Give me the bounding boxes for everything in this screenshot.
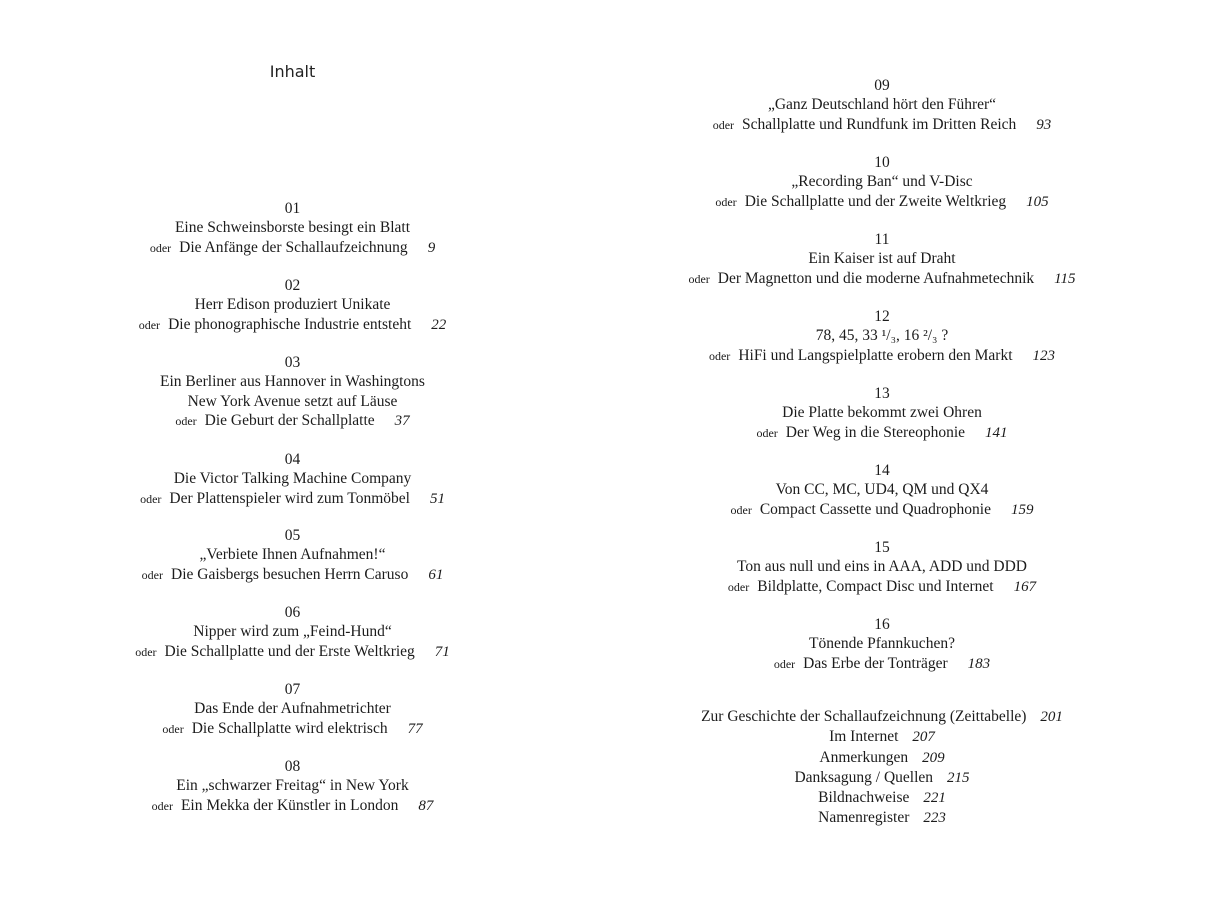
oder-connector: oder [727,579,750,594]
backmatter-label: Im Internet [829,728,899,746]
chapter-number: 13 [874,385,890,402]
toc-entry [607,230,1157,289]
oder-connector: oder [708,348,731,363]
chapter-subtitle: Die Gaisbergs besuchen Herrn Caruso [171,565,409,583]
toc-entry [607,307,1157,366]
page-number: 141 [985,424,1008,441]
backmatter-list [607,707,1157,829]
oder-connector: oder [151,798,173,813]
chapter-number: 12 [874,308,890,325]
chapter-subtitle-line [0,489,585,509]
chapter-subtitle-line [607,423,1157,443]
chapter-number: 14 [874,462,890,479]
chapter-subtitle: Der Weg in die Stereophonie [785,423,966,441]
chapter-number: 09 [874,77,890,94]
oder-connector: oder [135,644,157,659]
backmatter-item [607,727,1157,747]
page-number: 22 [431,316,447,333]
page-number: 9 [427,239,436,256]
chapter-subtitle-line [607,269,1157,289]
chapter-subtitle: Compact Cassette und Quadrophonie [759,500,991,518]
chapter-title: Ton aus null und eins in AAA, ADD und DDD [737,558,1027,576]
chapter-title: Herr Edison produziert Unikate [194,296,391,314]
page-number: 71 [434,643,450,660]
page-number: 37 [394,412,410,429]
toc-entry [607,76,1157,135]
chapter-title: 78, 45, 33 ¹/₃, 16 ²/₃ ? [815,327,949,345]
chapter-subtitle: Die phonographische Industrie entsteht [168,315,412,333]
chapter-number: 16 [874,616,890,633]
chapter-subtitle-line [607,654,1157,674]
page-number: 221 [923,790,946,807]
oder-connector: oder [730,502,752,517]
page-number: 215 [947,769,970,786]
chapter-subtitle: Der Plattenspieler wird zum Tonmöbel [169,489,410,507]
chapter-subtitle: Die Schallplatte wird elektrisch [191,719,388,737]
page-number: 61 [428,566,444,583]
oder-connector: oder [715,194,737,209]
chapter-title: Die Platte bekommt zwei Ohren [782,404,982,422]
chapter-number: 02 [284,277,301,294]
oder-connector: oder [756,425,778,440]
chapter-subtitle-line [0,796,585,816]
page-number: 223 [923,810,946,827]
chapter-subtitle-line [607,577,1157,597]
chapter-subtitle-line [607,115,1157,135]
chapter-number: 05 [284,527,301,544]
page-number: 201 [1040,709,1063,725]
chapter-subtitle: Schallplatte und Rundfunk im Dritten Reich [742,115,1017,133]
chapter-number: 15 [874,539,890,556]
chapter-number: 11 [874,231,890,248]
page-number: 51 [429,490,445,507]
backmatter-item [607,707,1157,727]
backmatter-item [607,768,1157,788]
chapter-subtitle: Die Anfänge der Schallaufzeichnung [179,238,408,256]
page-number: 183 [967,655,991,672]
backmatter-item [607,788,1157,808]
chapter-title: Ein „schwarzer Freitag“ in New York [176,777,409,795]
chapter-title: „Ganz Deutschland hört den Führer“ [767,96,997,114]
oder-connector: oder [712,117,735,132]
chapter-title: Das Ende der Aufnahmetrichter [194,700,391,718]
toc-entry [607,384,1157,443]
chapter-subtitle: Das Erbe der Tonträger [803,654,948,672]
backmatter-label: Zur Geschichte der Schallaufzeichnung (Zeittabelle) [701,708,1027,725]
toc-entry [0,757,585,816]
oder-connector: oder [149,240,172,255]
chapter-title: Eine Schweinsborste besingt ein Blatt [174,219,411,237]
toc-entry [0,353,585,431]
chapter-subtitle: Der Magnetton und die moderne Aufnahmetechnik [717,269,1035,287]
chapter-subtitle-line [0,719,585,739]
right-page [607,0,1214,923]
chapter-title: „Recording Ban“ und V-Disc [791,173,973,191]
toc-entry [0,199,585,258]
oder-connector: oder [141,567,163,582]
chapter-subtitle: Die Schallplatte und der Erste Weltkrieg [164,642,415,660]
chapter-number: 08 [284,758,301,775]
backmatter-item [607,808,1157,828]
chapter-title: New York Avenue setzt auf Läuse [187,392,398,410]
oder-connector: oder [175,413,197,428]
page-number: 207 [912,729,935,746]
chapter-subtitle-line [607,192,1157,212]
backmatter-label: Anmerkungen [819,748,909,766]
page-number: 87 [418,797,434,814]
chapter-number: 06 [284,604,301,621]
oder-connector: oder [138,317,161,332]
toc-entry [607,538,1157,597]
page-number: 77 [407,720,423,737]
chapter-title: Ein Berliner aus Hannover in Washingtons [160,373,425,391]
chapter-subtitle-line [0,642,585,662]
backmatter-label: Namenregister [818,809,910,827]
page-number: 159 [1011,501,1034,518]
toc-entry [0,603,585,662]
page-number: 115 [1054,270,1076,287]
oder-connector: oder [140,491,162,506]
oder-connector: oder [162,721,184,736]
chapter-title: Tönende Pfannkuchen? [809,635,955,653]
toc-entry [607,615,1157,674]
backmatter-label: Danksagung / Quellen [794,768,934,786]
chapter-subtitle-line [0,411,585,431]
toc-entry [0,276,585,335]
page-number: 93 [1036,116,1052,133]
chapter-subtitle-line [607,500,1157,520]
backmatter-item [607,748,1157,768]
toc-entry [0,450,585,509]
toc-entry [0,526,585,585]
toc-entry [0,680,585,739]
chapter-title: Nipper wird zum „Feind-Hund“ [193,623,392,641]
chapter-title: Die Victor Talking Machine Company [173,470,412,488]
chapter-subtitle-line [0,238,585,258]
chapter-subtitle-line [0,565,585,585]
toc-entry [607,153,1157,212]
chapter-number: 07 [284,681,301,698]
page-number: 209 [922,749,945,766]
chapter-subtitle-line [607,346,1157,366]
page-number: 105 [1026,193,1049,210]
page-number: 123 [1032,347,1056,364]
chapter-number: 10 [874,154,890,171]
chapter-title: Von CC, MC, UD4, QM und QX4 [775,481,989,499]
chapter-title: Ein Kaiser ist auf Draht [808,250,956,268]
chapter-subtitle: Bildplatte, Compact Disc und Internet [757,577,994,595]
chapter-title: „Verbiete Ihnen Aufnahmen!“ [199,546,386,564]
page-number: 167 [1013,578,1037,595]
oder-connector: oder [688,271,710,286]
toc-heading: Inhalt [269,62,316,81]
toc-entry [607,461,1157,520]
chapter-subtitle: Die Schallplatte und der Zweite Weltkrieg [744,192,1007,210]
chapter-number: 04 [284,451,301,468]
chapter-number: 01 [284,200,301,217]
chapter-subtitle: HiFi und Langspielplatte erobern den Markt [738,346,1013,364]
chapter-subtitle-line [0,315,585,335]
chapter-subtitle: Die Geburt der Schallplatte [204,411,375,429]
chapter-number: 03 [284,354,301,371]
oder-connector: oder [773,656,796,671]
chapter-subtitle: Ein Mekka der Künstler in London [180,796,399,814]
backmatter-label: Bildnachweise [818,789,910,807]
